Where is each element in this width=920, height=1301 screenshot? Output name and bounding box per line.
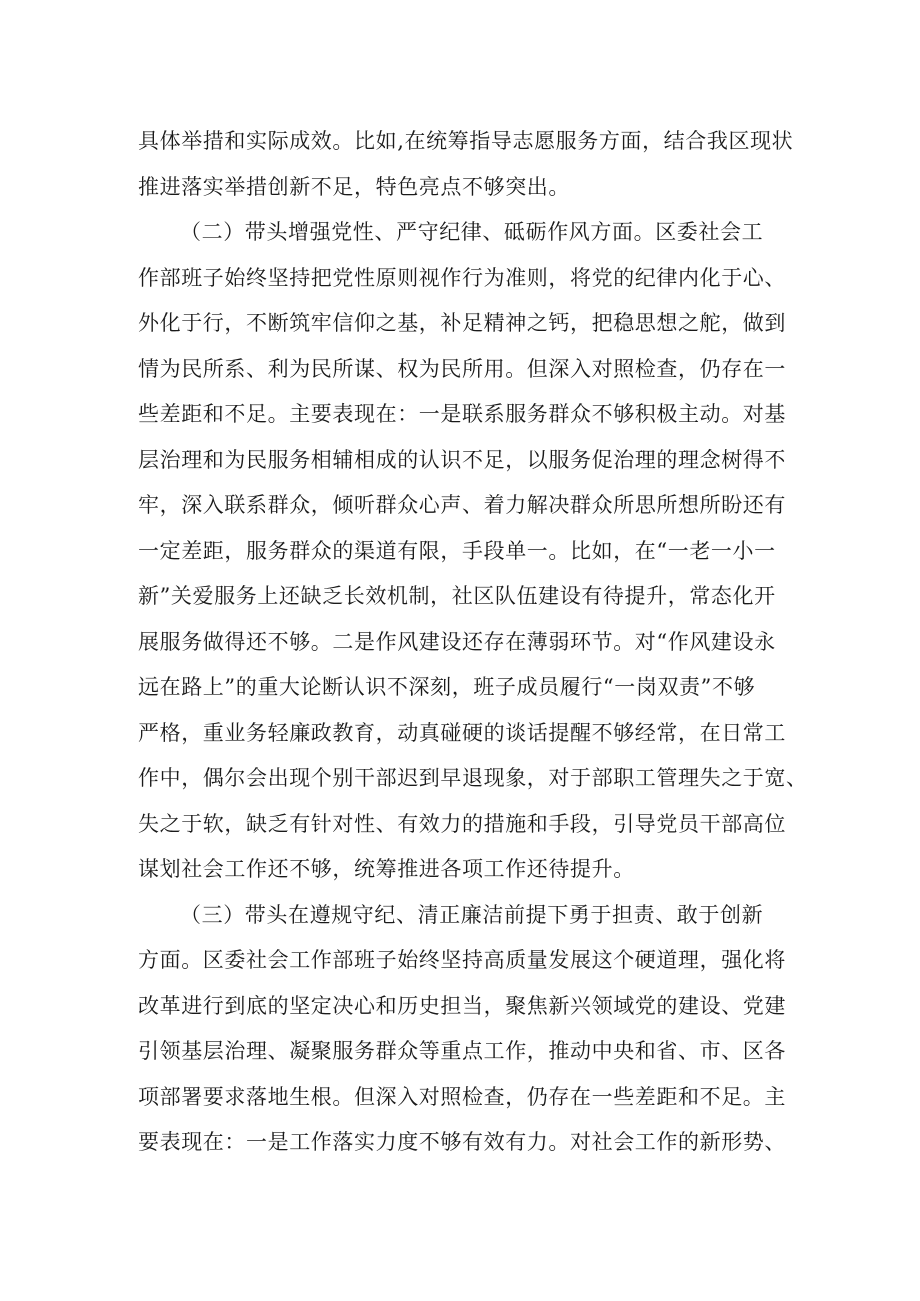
text-line: 改革进行到底的坚定决心和历史担当，聚焦新兴领域党的建设、党建 — [138, 993, 786, 1018]
text-line: 作中，偶尔会出现个别干部迟到早退现象，对于部职工管理失之于宽、 — [138, 766, 808, 790]
text-line: 要表现在：一是工作落实力度不够有效有力。对社会工作的新形势、 — [138, 1130, 786, 1154]
section-heading-line: （三）带头在遵规守纪、清正廉洁前提下勇于担责、敢于创新 — [180, 902, 764, 927]
text-line: 远在路上”的重大论断认识不深刻，班子成员履行“一岗双责”不够 — [138, 675, 756, 699]
text-line: 情为民所系、利为民所谋、权为民所用。但深入对照检查，仍存在一 — [138, 356, 786, 381]
text-line: 引领基层治理、凝聚服务群众等重点工作，推动中央和省、市、区各 — [138, 1039, 786, 1063]
text-line: 推进落实举措创新不足，特色亮点不够突出。 — [138, 174, 570, 199]
text-line: 些差距和不足。主要表现在：一是联系服务群众不够积极主动。对基 — [138, 402, 786, 426]
text-line: 谋划社会工作还不够，统筹推进各项工作还待提升。 — [138, 857, 635, 881]
text-line: 层治理和为民服务相辅相成的认识不足，以服务促治理的理念树得不 — [138, 447, 786, 472]
text-line: 作部班子始终坚持把党性原则视作行为准则，将党的纪律内化于心、 — [138, 265, 786, 290]
text-line: 牢，深入联系群众，倾听群众心声、着力解决群众所思所想所盼还有 — [138, 493, 786, 517]
text-line: 新”关爱服务上还缺乏长效机制，社区队伍建设有待提升，常态化开 — [138, 584, 776, 608]
section-heading-line: （二）带头增强党性、严守纪律、砥砺作风方面。区委社会工 — [180, 220, 764, 244]
text-line: 具体举措和实际成效。比如,在统筹指导志愿服务方面，结合我区现状 — [138, 129, 794, 153]
text-line: 外化于行，不断筑牢信仰之基，补足精神之钙，把稳思想之舵，做到 — [138, 311, 786, 335]
text-line: 方面。区委社会工作部班子始终坚持高质量发展这个硬道理，强化将 — [138, 948, 786, 972]
body-text — [138, 119, 808, 1166]
text-line: 展服务做得还不够。二是作风建设还存在薄弱环节。对“作风建设永 — [138, 629, 776, 654]
text-line: 失之于软，缺乏有针对性、有效力的措施和手段，引导党员干部高位 — [138, 811, 786, 836]
text-line: 项部署要求落地生根。但深入对照检查，仍存在一些差距和不足。主 — [138, 1084, 786, 1109]
text-line: 严格，重业务轻廉政教育，动真碰硬的谈话提醒不够经常，在日常工 — [138, 720, 786, 745]
text-line: 一定差距，服务群众的渠道有限，手段单一。比如，在“一老一小一 — [138, 538, 776, 563]
